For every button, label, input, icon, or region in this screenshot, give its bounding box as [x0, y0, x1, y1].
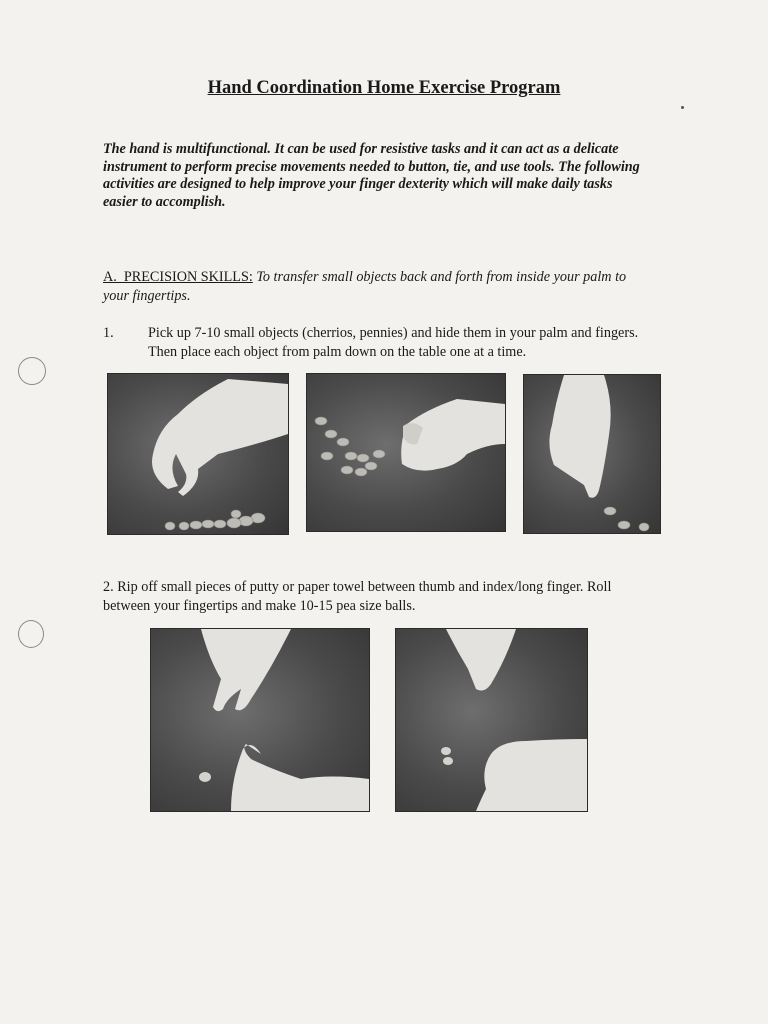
list-item-2 — [103, 578, 648, 618]
item-text: Rip off small pieces of putty or paper towel between thumb and index/long finger. Roll between your fingertips and make 10-15 pea size balls. — [103, 579, 612, 614]
list-item-1 — [103, 324, 643, 364]
photo-hand-picking-coins — [107, 373, 289, 535]
hand-illustration — [151, 629, 369, 811]
section-a-heading: A. PRECISION SKILLS: — [103, 269, 253, 285]
hand-illustration — [396, 629, 587, 811]
photo-rolling-balls — [395, 628, 588, 812]
item-number: 2. — [103, 579, 114, 595]
hand-illustration — [108, 374, 288, 534]
photo-coins-in-palm — [306, 373, 506, 532]
item-2-content — [103, 578, 648, 616]
hand-illustration — [524, 375, 660, 533]
photo-placing-coin — [523, 374, 661, 534]
item-number: 1. — [103, 325, 114, 341]
section-a — [103, 268, 643, 306]
item-text: Pick up 7-10 small objects (cherrios, pennies) and hide them in your palm and fingers. Then place each object from palm down on the table one at a time. — [148, 325, 639, 360]
photo-ripping-putty — [150, 628, 370, 812]
intro-paragraph: The hand is multifunctional. It can be used for resistive tasks and it can act as a delicate instrument to perform precise movements needed to button, tie, and use tools. The following activities are designed to help improve your finger dexterity which will make daily tasks easier to accomplish. — [103, 141, 640, 210]
scan-speck — [681, 106, 684, 109]
hand-illustration — [307, 374, 505, 531]
hole-punch-mark — [18, 620, 44, 648]
section-a-description: To transfer small objects back and forth from inside your palm to your fingertips. — [103, 269, 627, 304]
page-title: Hand Coordination Home Exercise Program — [207, 78, 561, 98]
hole-punch-mark — [18, 357, 46, 385]
